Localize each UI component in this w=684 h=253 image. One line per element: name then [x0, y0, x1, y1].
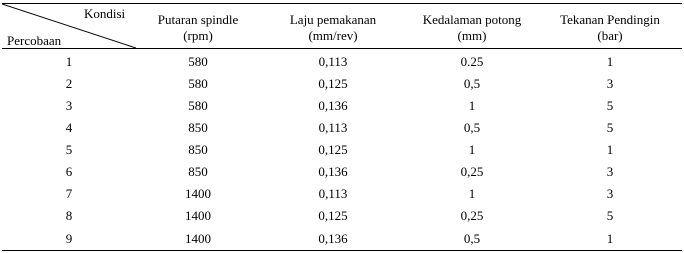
cell-percobaan: 2: [65, 76, 73, 91]
column-header-label: Tekanan Pendingin: [560, 12, 660, 27]
cell-tekanan-pendingin: 5: [606, 98, 614, 113]
cell-putaran-spindle: 850: [188, 164, 208, 179]
cell-laju-pemakanan: 0,113: [318, 186, 348, 201]
cell-percobaan: 1: [65, 54, 73, 69]
cell-putaran-spindle: 1400: [185, 208, 211, 223]
cell-kedalaman-potong: 0,5: [463, 231, 481, 246]
cell-tekanan-pendingin: 1: [606, 231, 614, 246]
cell-tekanan-pendingin: 1: [606, 142, 614, 157]
column-header-kedalaman-potong: [406, 12, 538, 44]
cell-kedalaman-potong: 1: [468, 142, 476, 157]
cell-putaran-spindle: 850: [188, 142, 208, 157]
cell-kedalaman-potong: 0,25: [460, 164, 484, 179]
cell-kedalaman-potong: 0,5: [463, 120, 481, 135]
cell-kedalaman-potong: 1: [468, 98, 476, 113]
cell-laju-pemakanan: 0,136: [318, 98, 348, 113]
cell-kedalaman-potong: 0,25: [460, 208, 484, 223]
table-row: [2, 183, 682, 204]
table-bottom-rule: [2, 250, 682, 251]
cell-laju-pemakanan: 0,113: [318, 54, 348, 69]
cell-putaran-spindle: 1400: [185, 186, 211, 201]
table-row: [2, 117, 682, 138]
table-row: [2, 51, 682, 72]
column-header-putaran-spindle: [136, 12, 260, 44]
column-header-unit: (rpm): [183, 28, 213, 43]
cell-laju-pemakanan: 0,136: [318, 164, 348, 179]
cell-tekanan-pendingin: 3: [606, 76, 614, 91]
cell-percobaan: 8: [65, 208, 73, 223]
cell-putaran-spindle: 580: [188, 54, 208, 69]
cell-percobaan: 3: [65, 98, 73, 113]
corner-label-percobaan: Percobaan: [7, 33, 62, 48]
cell-putaran-spindle: 580: [188, 76, 208, 91]
header-corner-cell: [2, 4, 136, 48]
column-header-unit: (bar): [597, 28, 623, 43]
cell-tekanan-pendingin: 3: [606, 164, 614, 179]
cell-laju-pemakanan: 0,125: [318, 142, 348, 157]
column-header-laju-pemakanan: [260, 12, 406, 44]
table-row: [2, 95, 682, 116]
cell-tekanan-pendingin: 1: [606, 54, 614, 69]
cell-laju-pemakanan: 0,113: [318, 120, 348, 135]
cell-percobaan: 7: [65, 186, 73, 201]
cell-kedalaman-potong: 0,5: [463, 76, 481, 91]
cell-percobaan: 9: [65, 231, 73, 246]
column-header-unit: (mm/rev): [308, 28, 358, 43]
column-header-label: Laju pemakanan: [289, 12, 377, 27]
column-header-label: Putaran spindle: [157, 12, 239, 27]
cell-laju-pemakanan: 0,136: [318, 231, 348, 246]
cell-laju-pemakanan: 0,125: [318, 208, 348, 223]
cell-percobaan: 4: [65, 120, 73, 135]
cell-putaran-spindle: 850: [188, 120, 208, 135]
cell-tekanan-pendingin: 5: [606, 208, 614, 223]
table-row: [2, 228, 682, 249]
header-bottom-rule: [2, 48, 682, 49]
column-header-label: Kedalaman potong: [422, 12, 522, 27]
column-header-tekanan-pendingin: [538, 12, 682, 44]
cell-kedalaman-potong: 0.25: [460, 54, 484, 69]
corner-label-kondisi: Kondisi: [84, 6, 126, 21]
table-row: [2, 139, 682, 160]
column-header-unit: (mm): [457, 28, 487, 43]
table-row: [2, 161, 682, 182]
cell-putaran-spindle: 1400: [185, 231, 211, 246]
cell-tekanan-pendingin: 5: [606, 120, 614, 135]
table-row: [2, 73, 682, 94]
table-row: [2, 205, 682, 226]
cell-putaran-spindle: 580: [188, 98, 208, 113]
cell-percobaan: 5: [65, 142, 73, 157]
cell-kedalaman-potong: 1: [468, 186, 476, 201]
cell-tekanan-pendingin: 3: [606, 186, 614, 201]
cell-percobaan: 6: [65, 164, 73, 179]
cell-laju-pemakanan: 0,125: [318, 76, 348, 91]
